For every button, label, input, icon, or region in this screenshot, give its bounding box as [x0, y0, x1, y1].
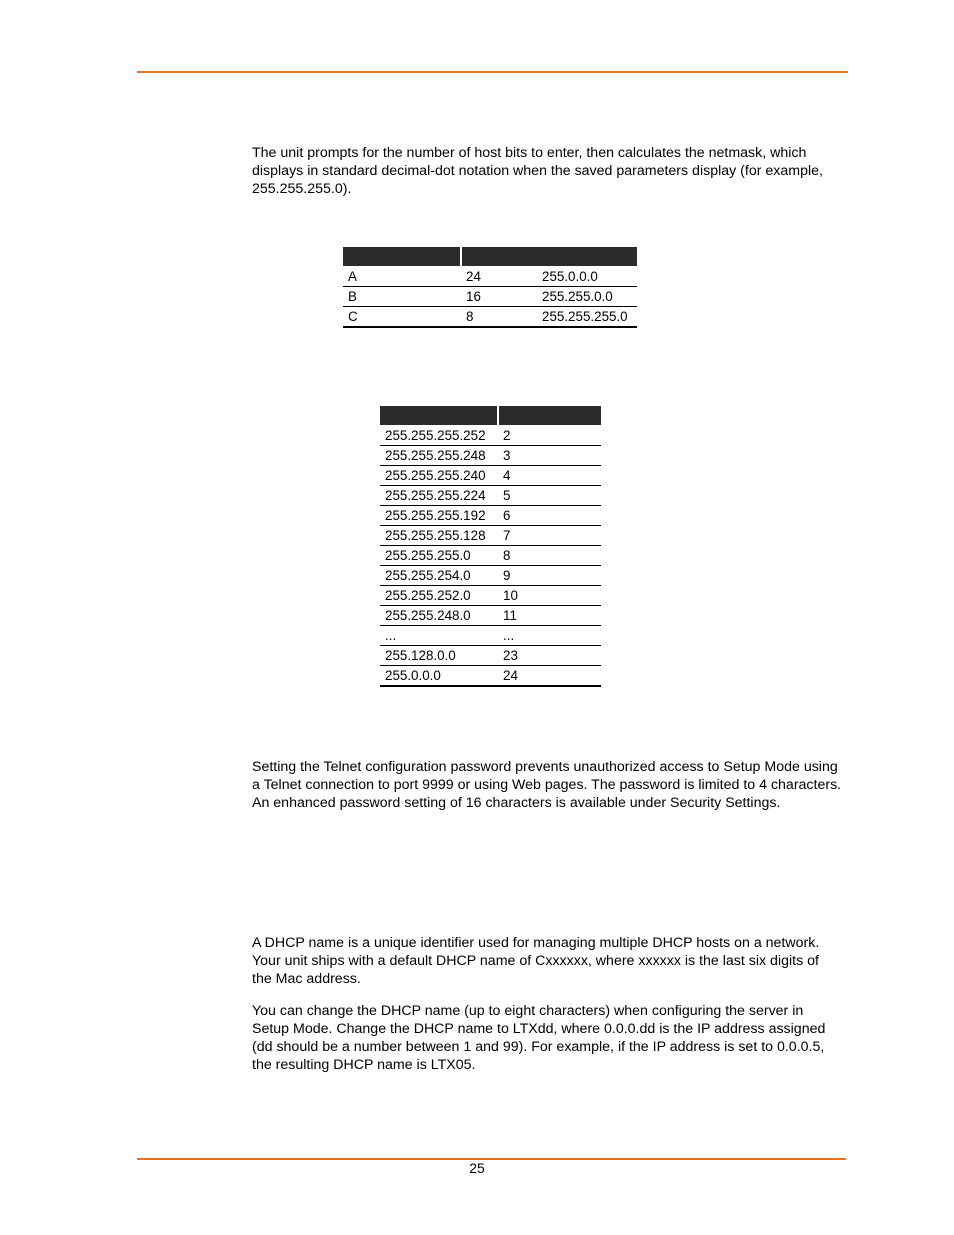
table-cell: 8: [498, 546, 601, 566]
subnet-mask-table: [380, 406, 601, 687]
table-row: [380, 666, 601, 687]
table-cell: B: [343, 287, 461, 307]
table-header-cell: [498, 406, 601, 425]
table-cell: 6: [498, 506, 601, 526]
table-row: [380, 526, 601, 546]
dhcp-name-paragraph: A DHCP name is a unique identifier used for managing multiple DHCP hosts on a network. Your unit ships with a default DHCP name of Cxxxxxx, where xxxxxx is the last six digits of the Mac address.: [252, 935, 820, 987]
table-cell: 255.255.252.0: [380, 586, 498, 606]
table-cell: 255.255.255.0: [537, 307, 637, 328]
table-row: [380, 466, 601, 486]
table-row: [380, 446, 601, 466]
table-cell: 23: [498, 646, 601, 666]
table-cell: 9: [498, 566, 601, 586]
header-rule: [137, 71, 848, 73]
table-header-row: [380, 406, 601, 425]
table-row: [380, 546, 601, 566]
table-row: [380, 626, 601, 646]
table-cell: 10: [498, 586, 601, 606]
table-cell: 3: [498, 446, 601, 466]
page-number: 25: [469, 1160, 485, 1176]
table-row: [343, 307, 637, 328]
table-header-cell: [461, 247, 637, 266]
table-cell: 255.255.255.240: [380, 466, 498, 486]
table-cell: 5: [498, 486, 601, 506]
table-cell: 255.128.0.0: [380, 646, 498, 666]
table-cell: 255.0.0.0: [537, 267, 637, 287]
table-cell: 255.255.255.128: [380, 526, 498, 546]
table-row: [380, 566, 601, 586]
table-cell: 24: [461, 267, 537, 287]
table-row: [343, 267, 637, 287]
dhcp-change-paragraph: You can change the DHCP name (up to eight characters) when configuring the server in Setup Mode. Change the DHCP name to LTXdd, where 0.0.0.dd is the IP address assigned (dd should be a number between 1 and 99). For example, if the IP address is set to 0.0.0.5, the resulting DHCP name is LTX05.: [252, 1003, 826, 1073]
table-header-cell: [343, 247, 461, 266]
netmask-intro-paragraph: The unit prompts for the number of host bits to enter, then calculates the netmask, which displays in standard decimal-dot notation when the saved parameters display (for example, 255.255.255.0).: [252, 145, 823, 197]
table-cell: ...: [380, 626, 498, 646]
table-cell: 2: [498, 426, 601, 446]
table-row: [380, 586, 601, 606]
telnet-password-paragraph: Setting the Telnet configuration password prevents unauthorized access to Setup Mode using a Telnet connection to port 9999 or using Web pages. The password is limited to 4 characters. An enhanced password setting of 16 characters is available under Security Settings.: [252, 759, 842, 811]
table-row: [380, 606, 601, 626]
table-cell: 255.0.0.0: [380, 666, 498, 687]
table-row: [380, 426, 601, 446]
table-cell: 16: [461, 287, 537, 307]
table-cell: 255.255.254.0: [380, 566, 498, 586]
table-cell: 8: [461, 307, 537, 328]
table-cell: 255.255.0.0: [537, 287, 637, 307]
table-cell: 255.255.255.192: [380, 506, 498, 526]
table-row: [380, 486, 601, 506]
table-cell: A: [343, 267, 461, 287]
table-cell: 11: [498, 606, 601, 626]
table-row: [343, 287, 637, 307]
table-header-row: [343, 247, 637, 266]
table-cell: ...: [498, 626, 601, 646]
table-cell: 255.255.255.248: [380, 446, 498, 466]
table-row: [380, 646, 601, 666]
table-header-cell: [380, 406, 498, 425]
table-cell: 24: [498, 666, 601, 687]
table-cell: 255.255.248.0: [380, 606, 498, 626]
table-cell: 7: [498, 526, 601, 546]
table-cell: 255.255.255.252: [380, 426, 498, 446]
table-cell: 255.255.255.224: [380, 486, 498, 506]
network-class-table: [343, 247, 637, 328]
table-cell: 4: [498, 466, 601, 486]
table-cell: 255.255.255.0: [380, 546, 498, 566]
table-row: [380, 506, 601, 526]
table-cell: C: [343, 307, 461, 328]
